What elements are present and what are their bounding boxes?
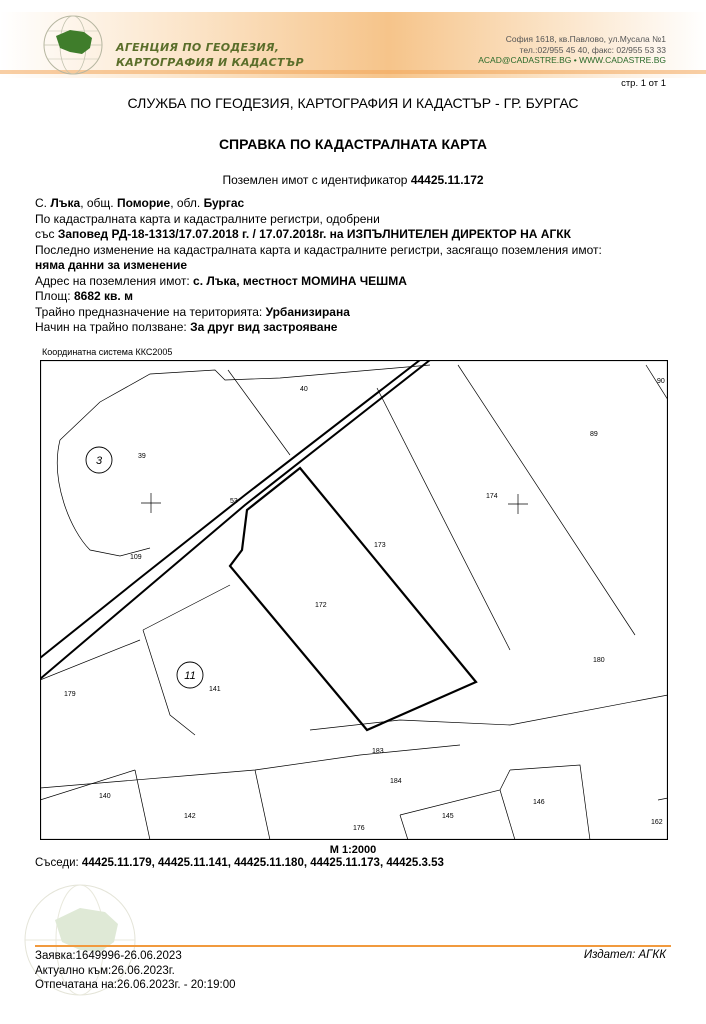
parcel-label: 40 [300, 386, 308, 393]
parcel-label: 146 [533, 799, 545, 806]
neighbors-line [35, 857, 444, 869]
parcel-label: 174 [486, 493, 498, 500]
identifier-label: Поземлен имот с идентификатор [222, 173, 411, 187]
parcel-label: 180 [593, 657, 605, 664]
usage-line [35, 320, 602, 336]
agency-address: София 1618, кв.Павлово, ул.Мусала №1 [505, 34, 666, 44]
parcel-label: 179 [64, 691, 76, 698]
last-change-value [35, 258, 602, 274]
usage-value: За друг вид застрояване [190, 320, 338, 334]
parcel-label: 89 [590, 431, 598, 438]
approval-line: По кадастралната карта и кадастралните регистри, одобрени [35, 211, 380, 226]
publisher: Издател: АГКК [583, 949, 666, 961]
parcel-label: 140 [99, 793, 111, 800]
coordinate-system: Координатна система ККС2005 [42, 347, 173, 357]
footer-divider [35, 945, 671, 947]
usage-label: Начин на трайно ползване: [35, 320, 191, 334]
order-value: Заповед РД-18-1313/17.07.2018 г. / 17.07.2018г. на ИЗПЪЛНИТЕЛЕН ДИРЕКТОР НА АГКК [57, 227, 571, 241]
agency-line-1: АГЕНЦИЯ ПО ГЕОДЕЗИЯ, [116, 41, 280, 54]
service-title: СЛУЖБА ПО ГЕОДЕЗИЯ, КАРТОГРАФИЯ И КАДАСТЪР - ГР. БУРГАС [127, 95, 579, 111]
property-identifier-line [0, 173, 706, 187]
parcel-label: 109 [130, 554, 142, 561]
page-number: стр. 1 от 1 [621, 78, 666, 89]
order-line [35, 227, 602, 243]
region: Бургас [203, 196, 245, 210]
agency-line-2: КАРТОГРАФИЯ И КАДАСТЪР [116, 56, 304, 69]
agency-phone: тел.:02/955 45 40, факс: 02/955 53 33 [519, 44, 666, 55]
parcel-label: 90 [657, 378, 665, 385]
map-scale: М 1:2000 [329, 844, 377, 856]
parcel-label: 145 [442, 813, 454, 820]
parcel-label: 173 [374, 542, 386, 549]
last-change-label: Последно изменение на кадастралната карта и кадастралните регистри, засягащо поземления имот: [35, 242, 602, 257]
purpose-value: Урбанизирана [265, 304, 350, 319]
parcel-label: 176 [353, 825, 365, 832]
purpose-label: Трайно предназначение на територията: [35, 304, 266, 319]
agency-logo [36, 14, 110, 76]
request-number: Заявка:1649996-26.06.2023 [35, 950, 182, 962]
parcel-label: 184 [390, 778, 402, 785]
village-prefix: С. [35, 196, 51, 210]
village: Лъка [50, 196, 81, 210]
agency-name [116, 40, 304, 70]
municipality: Поморие [116, 196, 171, 210]
current-as-of: Актуално към:26.06.2023г. [35, 964, 175, 977]
last-change-text: няма данни за изменение [35, 258, 188, 272]
area-line [35, 289, 602, 305]
address-label: Адрес на поземления имот: [35, 273, 194, 288]
parcel-label: 172 [315, 602, 327, 609]
agency-contact [478, 34, 666, 66]
footer-info [35, 949, 236, 993]
location-line [35, 196, 602, 212]
property-info [35, 196, 602, 336]
circle-label-11: 11 [184, 670, 196, 682]
parcel-label: 53 [230, 498, 238, 505]
parcel-label: 183 [372, 748, 384, 755]
region-prefix: , обл. [170, 196, 204, 210]
purpose-line [35, 305, 602, 321]
municipality-prefix: , общ. [80, 196, 117, 210]
parcel-label: 162 [651, 819, 663, 826]
area-label: Площ: [35, 289, 74, 303]
address-value: с. Лъка, местност МОМИНА ЧЕШМА [193, 273, 407, 288]
document-title: СПРАВКА ПО КАДАСТРАЛНАТА КАРТА [218, 136, 488, 152]
parcel-label: 39 [138, 453, 146, 460]
parcel-label: 142 [184, 813, 196, 820]
agency-web: ACAD@CADASTRE.BG • WWW.CADASTRE.BG [478, 55, 666, 65]
parcel-label: 141 [209, 686, 221, 693]
area-value: 8682 кв. м [73, 289, 133, 303]
circle-label-3: 3 [95, 455, 103, 467]
neighbors-label: Съседи: [35, 857, 82, 869]
cadastral-map [40, 360, 668, 840]
identifier-value: 44425.11.172 [410, 173, 484, 187]
address-line [35, 274, 602, 290]
order-prefix: със [35, 227, 58, 241]
neighbors-list: 44425.11.179, 44425.11.141, 44425.11.180, 44425.11.173, 44425.3.53 [81, 857, 444, 869]
printed-at: Отпечатана на:26.06.2023г. - 20:19:00 [35, 979, 236, 991]
